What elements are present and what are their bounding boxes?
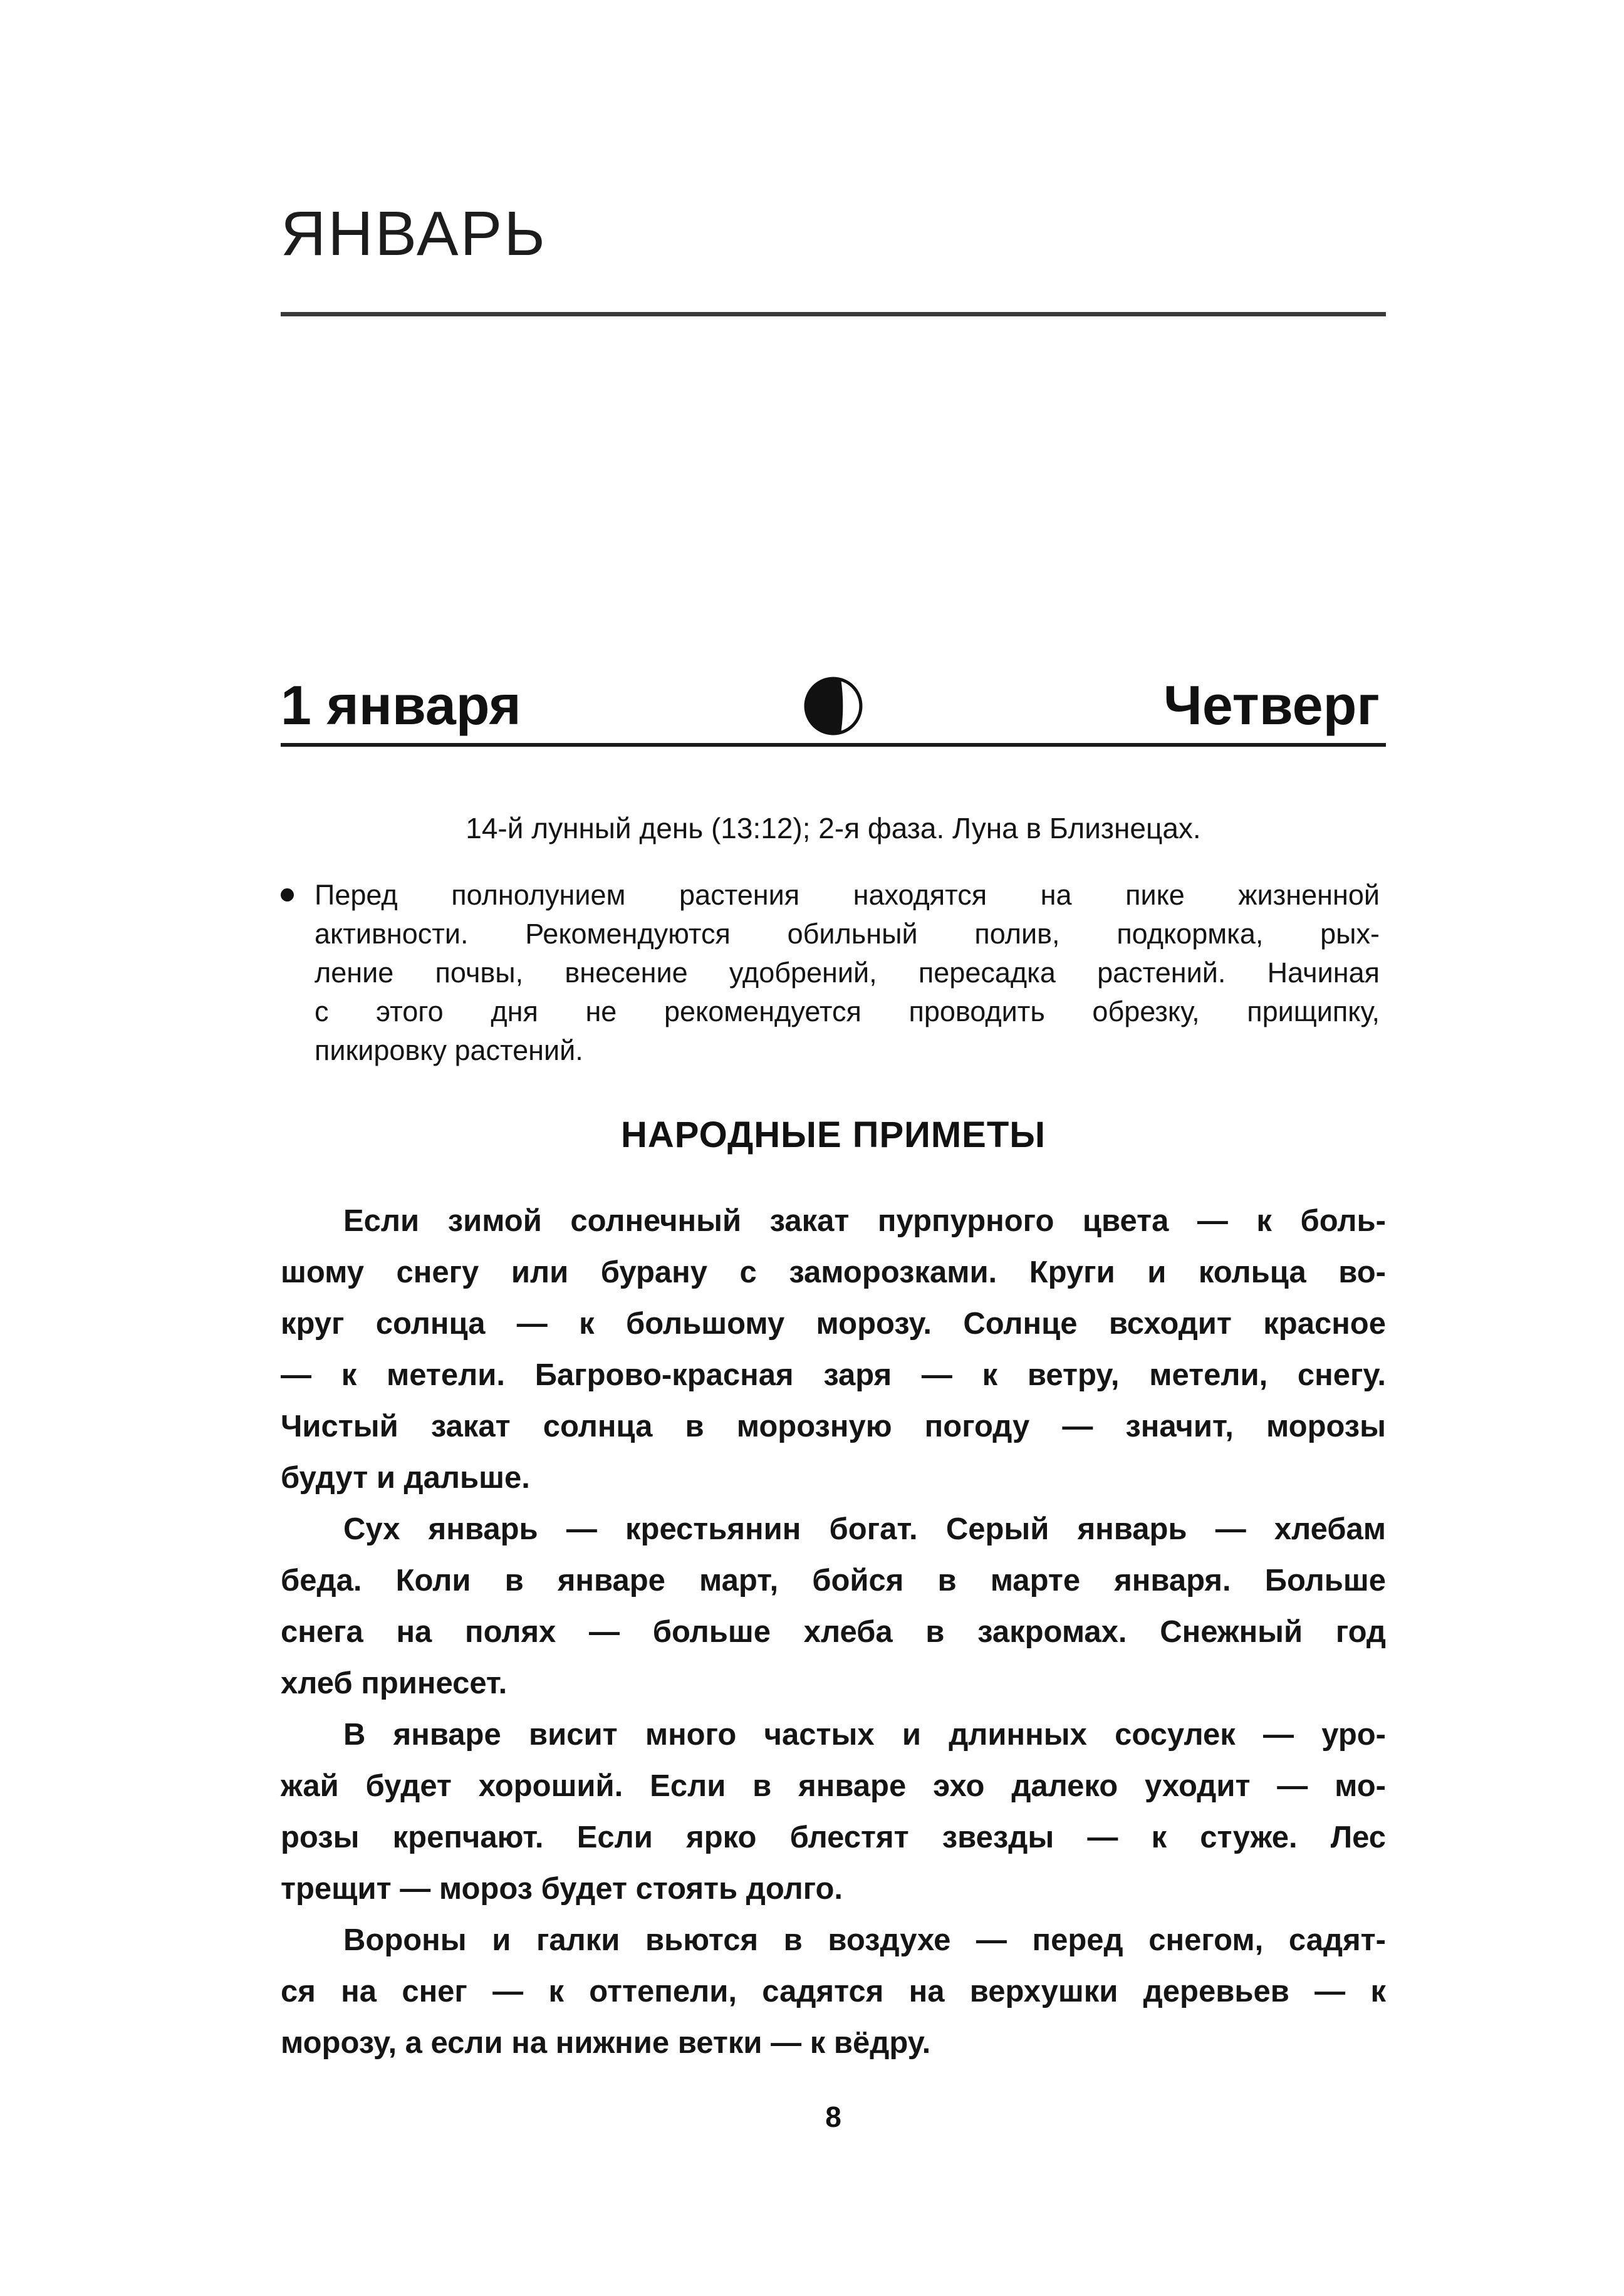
moon-phase-icon — [804, 677, 863, 735]
folk-omens-text — [281, 1195, 1386, 2069]
bullet-icon — [281, 888, 294, 901]
paragraph — [281, 1709, 1386, 1914]
text-line: Если зимой солнечный закат пурпурного цвета — к боль- — [343, 1204, 1386, 1238]
text-line: с этого дня не рекомендуется проводить обрезку, прищипку, — [315, 995, 1380, 1027]
date-divider — [281, 743, 1386, 747]
text-line: хлеб принесет. — [281, 1666, 508, 1700]
text-line: активности. Рекомендуются обильный полив, подкормка, рых- — [315, 918, 1380, 950]
month-title: ЯНВАРЬ — [281, 199, 547, 269]
title-divider — [281, 312, 1386, 316]
text-line: Сух январь — крестьянин богат. Серый январь — хлебам — [343, 1512, 1386, 1546]
text-line: морозу, а если на нижние ветки — к вёдру. — [281, 2026, 931, 2060]
text-line: шому снегу или бурану с заморозками. Круги и кольца во- — [281, 1255, 1386, 1289]
paragraph — [281, 1504, 1386, 1709]
date-label: 1 января — [281, 674, 521, 736]
text-line: ление почвы, внесение удобрений, пересадка растений. Начиная — [315, 957, 1380, 989]
text-line: розы крепчают. Если ярко блестят звезды — к стуже. Лес — [281, 1821, 1386, 1854]
text-line: беда. Коли в январе март, бойся в марте января. Больше — [281, 1564, 1386, 1597]
text-line: Вороны и галки вьются в воздухе — перед снегом, садят- — [343, 1923, 1386, 1957]
text-line: пикировку растений. — [315, 1034, 583, 1066]
moon-advice-text — [315, 876, 1380, 1070]
page-number: 8 — [825, 2101, 841, 2133]
text-line: круг солнца — к большому морозу. Солнце всходит красное — [281, 1307, 1386, 1341]
lunar-day-info: 14-й лунный день (13:12); 2-я фаза. Луна в Близнецах. — [466, 812, 1201, 844]
section-title: НАРОДНЫЕ ПРИМЕТЫ — [620, 1114, 1046, 1155]
text-line: снега на полях — больше хлеба в закромах. Снежный год — [281, 1615, 1386, 1649]
paragraph — [281, 1195, 1386, 1504]
text-line: ся на снег — к оттепели, садятся на верхушки деревьев — к — [281, 1975, 1386, 2008]
paragraph — [281, 1914, 1386, 2069]
moon-advice-paragraph — [315, 876, 1380, 1070]
text-line: трещит — мороз будет стоять долго. — [281, 1872, 843, 1906]
text-line: Чистый закат солнца в морозную погоду — значит, морозы — [281, 1410, 1386, 1443]
text-line: будут и дальше. — [281, 1461, 530, 1495]
text-line: В январе висит много частых и длинных сосулек — уро- — [343, 1718, 1386, 1752]
text-line: жай будет хороший. Если в январе эхо далеко уходит — мо- — [281, 1769, 1386, 1803]
weekday-label: Четверг — [1163, 674, 1380, 736]
date-header — [281, 672, 1386, 737]
text-line: Перед полнолунием растения находятся на пике жизненной — [315, 879, 1380, 911]
text-line: — к метели. Багрово-красная заря — к ветру, метели, снегу. — [281, 1358, 1386, 1392]
